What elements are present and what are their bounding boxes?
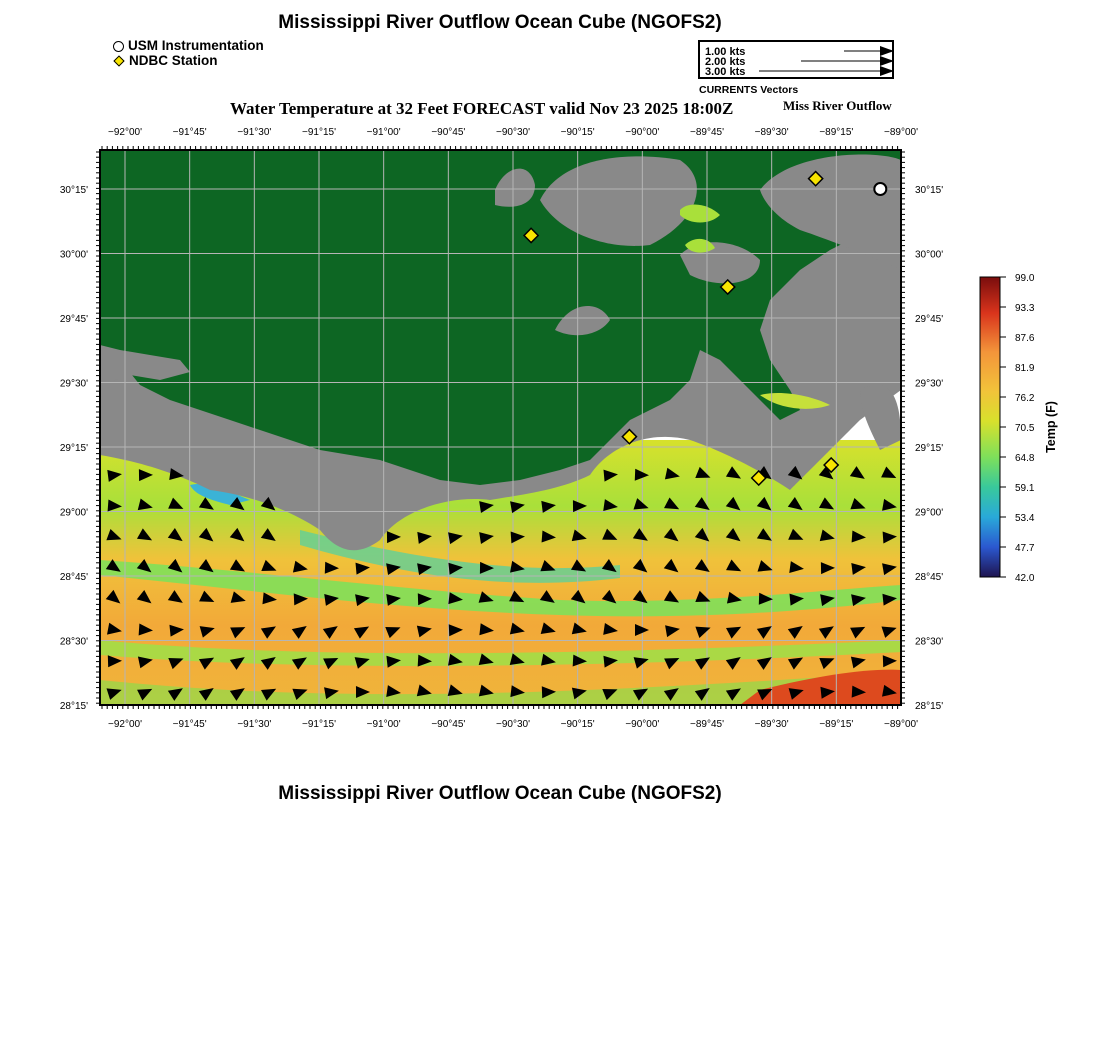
lat-tick-label-left: 29°45' [59, 314, 88, 325]
lat-labels-right [915, 185, 943, 712]
lon-tick-label-top: −90°30' [496, 127, 530, 138]
lon-tick-label-top: −91°30' [237, 127, 272, 138]
lat-tick-label-right: 29°45' [915, 314, 944, 325]
lon-tick-label-top: −89°15' [819, 127, 854, 138]
colorbar-tick-label: 93.3 [1015, 303, 1035, 314]
lat-tick-label-right: 28°15' [915, 701, 944, 712]
lon-tick-label-top: −90°15' [560, 127, 595, 138]
colorbar-tick-label: 53.4 [1015, 513, 1035, 524]
lat-tick-label-left: 29°00' [59, 507, 88, 519]
vector-key-label-2: 2.00 kts [705, 56, 746, 68]
lon-tick-label-bottom: −92°00' [108, 719, 142, 730]
colorbar-tick-label: 87.6 [1015, 333, 1035, 344]
map-title: Mississippi River Outflow Ocean Cube (NGOFS2) [278, 12, 722, 33]
vector-key-label-1: 1.00 kts [705, 46, 746, 58]
lon-tick-label-top: −92°00' [108, 127, 142, 138]
lon-tick-label-top: −91°15' [302, 127, 336, 138]
lon-tick-label-top: −91°45' [172, 127, 207, 138]
legend-usm-label: USM Instrumentation [128, 38, 264, 53]
colorbar-ticks [1000, 273, 1035, 584]
lon-tick-label-bottom: −91°00' [366, 719, 401, 730]
colorbar-tick-label: 81.9 [1015, 363, 1035, 374]
lat-tick-label-right: 28°45' [915, 572, 944, 583]
colorbar-tick-label: 59.1 [1015, 483, 1035, 494]
lon-labels-bottom [108, 719, 918, 730]
lon-tick-label-bottom: −90°00' [625, 719, 660, 730]
colorbar-tick-label: 70.5 [1015, 423, 1035, 434]
lon-tick-label-bottom: −89°15' [819, 719, 854, 730]
lat-tick-label-left: 28°30' [59, 636, 88, 648]
vector-key-label-3: 3.00 kts [705, 66, 746, 78]
lat-tick-label-right: 29°00' [915, 507, 944, 519]
lon-tick-label-top: −89°00' [884, 127, 918, 138]
lon-labels-top [108, 127, 918, 138]
lon-tick-label-top: −89°45' [690, 127, 724, 138]
lat-tick-label-right: 30°00' [915, 249, 944, 261]
lat-tick-label-left: 30°00' [59, 249, 88, 261]
lon-tick-label-bottom: −91°30' [237, 719, 272, 730]
map-content [100, 150, 901, 705]
map-subtitle: Water Temperature at 32 Feet FORECAST valid Nov 23 2025 18:00Z [230, 99, 734, 118]
lat-tick-label-right: 30°15' [915, 185, 944, 196]
lon-tick-label-bottom: −91°15' [302, 719, 336, 730]
lon-tick-label-bottom: −89°45' [690, 719, 724, 730]
colorbar-tick-label: 64.8 [1015, 453, 1035, 464]
legend-ndbc-label: NDBC Station [129, 53, 218, 68]
lon-tick-label-top: −89°30' [754, 127, 789, 138]
colorbar-ramp [980, 277, 1000, 577]
lat-tick-label-right: 28°30' [915, 636, 944, 648]
lon-tick-label-top: −90°45' [431, 127, 466, 138]
temperature-colorbar [970, 270, 1090, 590]
lat-tick-label-left: 30°15' [59, 185, 88, 196]
vector-key-caption: CURRENTS Vectors [699, 84, 799, 96]
lat-tick-label-left: 29°30' [59, 378, 88, 390]
lat-labels-left [60, 185, 88, 712]
lat-tick-label-left: 28°45' [59, 572, 88, 583]
colorbar-tick-label: 47.7 [1015, 543, 1035, 554]
colorbar-tick-label: 76.2 [1015, 393, 1035, 404]
lon-tick-label-bottom: −89°30' [754, 719, 789, 730]
lon-tick-label-bottom: −90°30' [496, 719, 530, 730]
lon-tick-label-bottom: −89°00' [884, 719, 918, 730]
colorbar-tick-label: 99.0 [1015, 273, 1035, 284]
colorbar-tick-label: 42.0 [1015, 573, 1035, 584]
lat-tick-label-right: 29°15' [915, 443, 944, 454]
lat-tick-label-right: 29°30' [915, 378, 944, 390]
lon-tick-label-bottom: −90°15' [560, 719, 595, 730]
lon-tick-label-bottom: −90°45' [431, 719, 466, 730]
map-title-bottom: Mississippi River Outflow Ocean Cube (NGOFS2) [278, 783, 722, 804]
colorbar-label: Temp (F) [1044, 401, 1058, 453]
lat-tick-label-left: 28°15' [59, 701, 88, 712]
lon-tick-label-bottom: −91°45' [172, 719, 207, 730]
lon-tick-label-top: −91°00' [366, 127, 401, 138]
lat-tick-label-left: 29°15' [59, 443, 88, 454]
lon-tick-label-top: −90°00' [625, 127, 660, 138]
usm-station-marker [874, 183, 886, 195]
region-label: Miss River Outflow [783, 98, 892, 113]
